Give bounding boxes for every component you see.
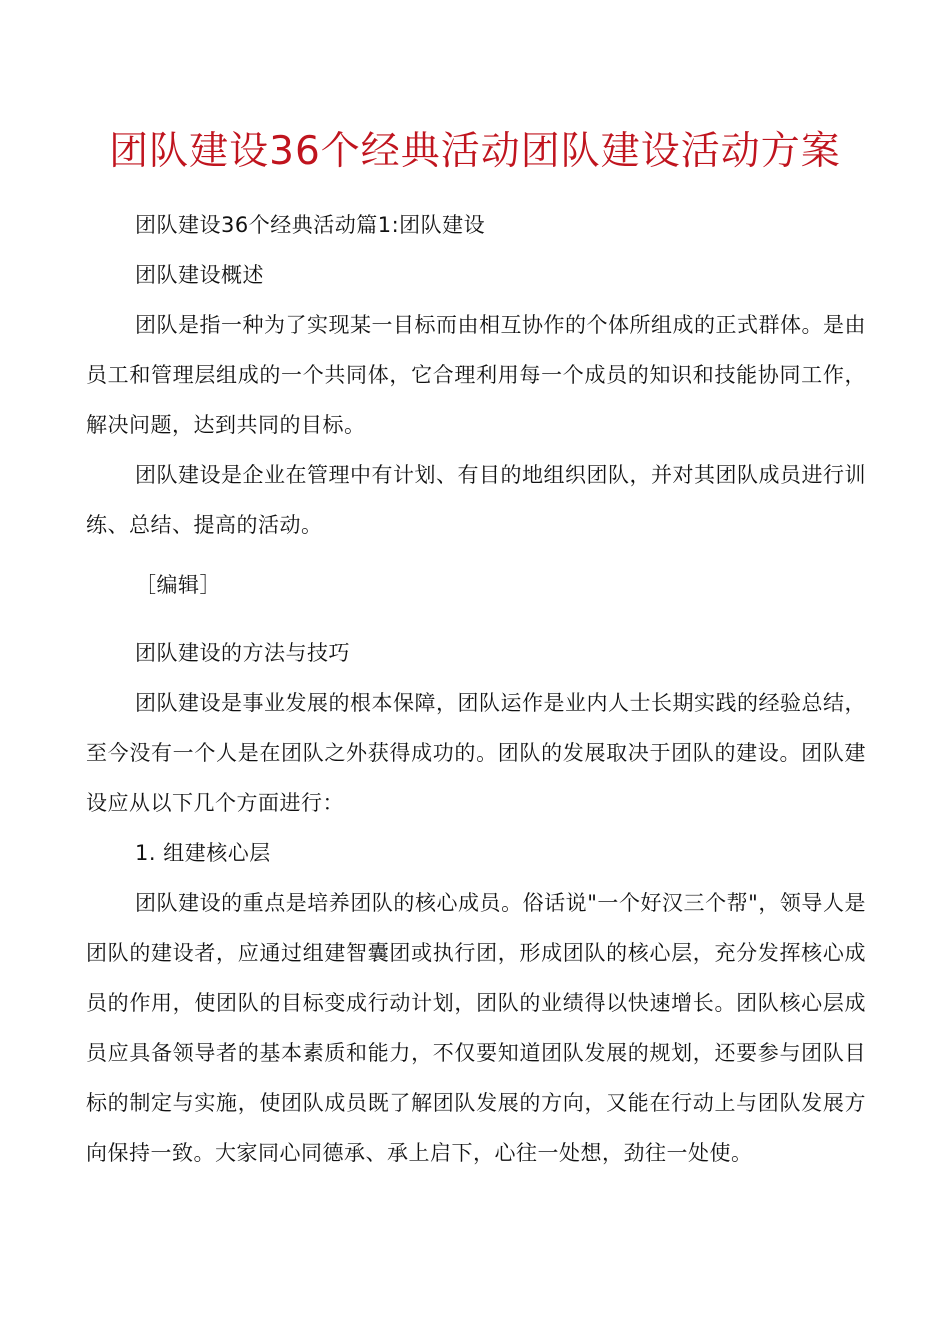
document-title: 团队建设36个经典活动团队建设活动方案 — [109, 129, 841, 175]
document-body — [86, 200, 866, 1178]
list-heading: 1. 组建核心层 — [135, 841, 271, 865]
subsection-heading: 团队建设的方法与技巧 — [135, 641, 350, 665]
paragraph: 团队建设的重点是培养团队的核心成员。俗话说"一个好汉三个帮"，领导人是团队的建设者，应通过组建智囊团或执行团，形成团队的核心层，充分发挥核心成员的作用，使团队的目标变成行动计划，团队的业绩得以快速增长。团队核心层成员应具备领导者的基本素质和能力，不仅要知道团队发展的规划，还要参与团队目标的制定与实施，使团队成员既了解团队发展的方向，又能在行动上与团队发展方向保持一致。大家同心同德承、承上启下，心往一处想，劲往一处使。 — [86, 891, 866, 1165]
subsection-heading: 团队建设概述 — [135, 263, 264, 287]
edit-link[interactable]: ［编辑］ — [135, 573, 221, 597]
paragraph: 团队是指一种为了实现某一目标而由相互协作的个体所组成的正式群体。是由员工和管理层组成的一个共同体，它合理利用每一个成员的知识和技能协同工作，解决问题，达到共同的目标。 — [86, 313, 866, 437]
paragraph: 团队建设是事业发展的根本保障，团队运作是业内人士长期实践的经验总结，至今没有一个人是在团队之外获得成功的。团队的发展取决于团队的建设。团队建设应从以下几个方面进行： — [86, 691, 866, 815]
paragraph: 团队建设是企业在管理中有计划、有目的地组织团队，并对其团队成员进行训练、总结、提高的活动。 — [86, 463, 866, 537]
section-heading: 团队建设36个经典活动篇1:团队建设 — [135, 213, 486, 237]
